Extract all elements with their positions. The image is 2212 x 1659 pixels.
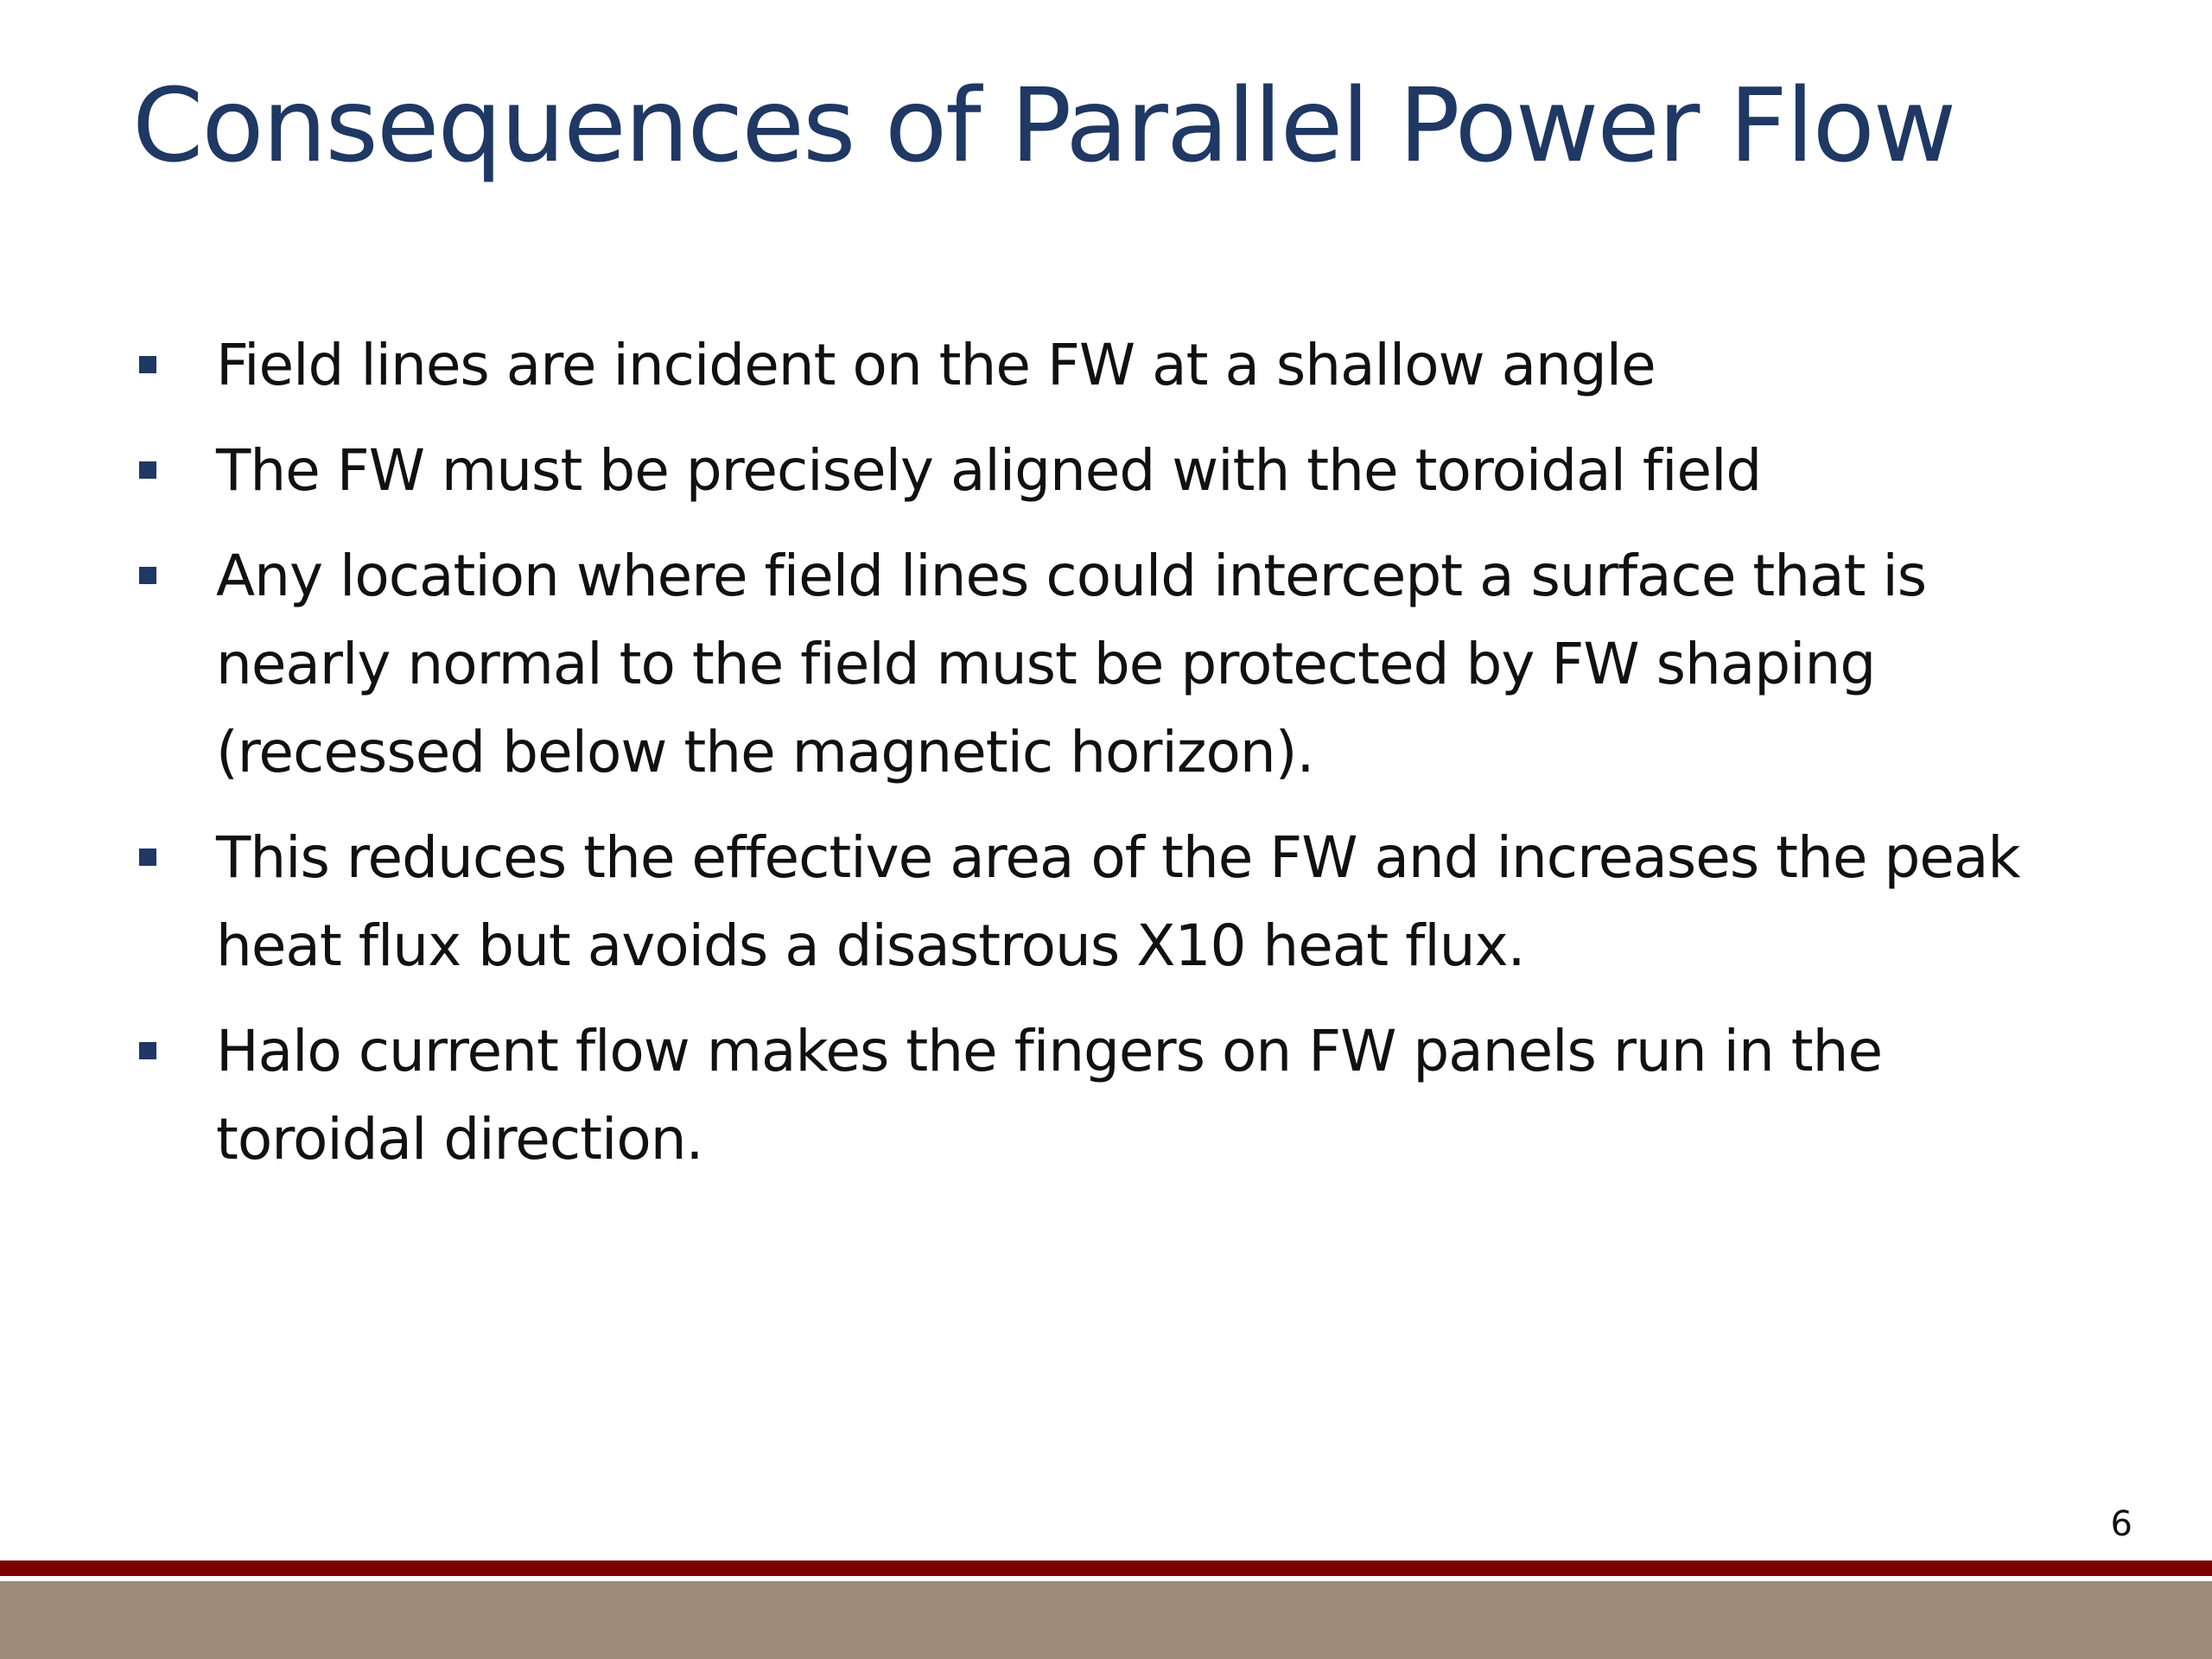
bullet-item [130, 814, 2082, 990]
bullet-item [130, 1007, 2082, 1184]
bullet-item [130, 532, 2082, 797]
page-number: 6 [2110, 1504, 2133, 1544]
square-bullet-icon [139, 461, 156, 479]
bullet-text: The FW must be precisely aligned with the toroidal field [216, 437, 1762, 504]
footer-accent-line [0, 1560, 2212, 1576]
square-bullet-icon [139, 1042, 156, 1059]
bullet-item [130, 321, 2082, 410]
bullet-item [130, 427, 2082, 515]
bullet-list [130, 321, 2082, 1201]
bullet-text: Halo current flow makes the fingers on FW panels run in the toroidal direction. [216, 1018, 1883, 1173]
footer-band [0, 1581, 2212, 1659]
square-bullet-icon [139, 567, 156, 584]
bullet-text: This reduces the effective area of the FW and increases the peak heat flux but avoids a disastrous X10 heat flux. [216, 824, 2020, 979]
slide-title: Consequences of Parallel Power Flow [132, 66, 1955, 185]
bullet-text: Field lines are incident on the FW at a shallow angle [216, 332, 1656, 398]
square-bullet-icon [139, 356, 156, 373]
square-bullet-icon [139, 849, 156, 866]
bullet-text: Any location where field lines could intercept a surface that is nearly normal to the field must be protected by FW shaping (recessed below the magnetic horizon). [216, 543, 1927, 785]
